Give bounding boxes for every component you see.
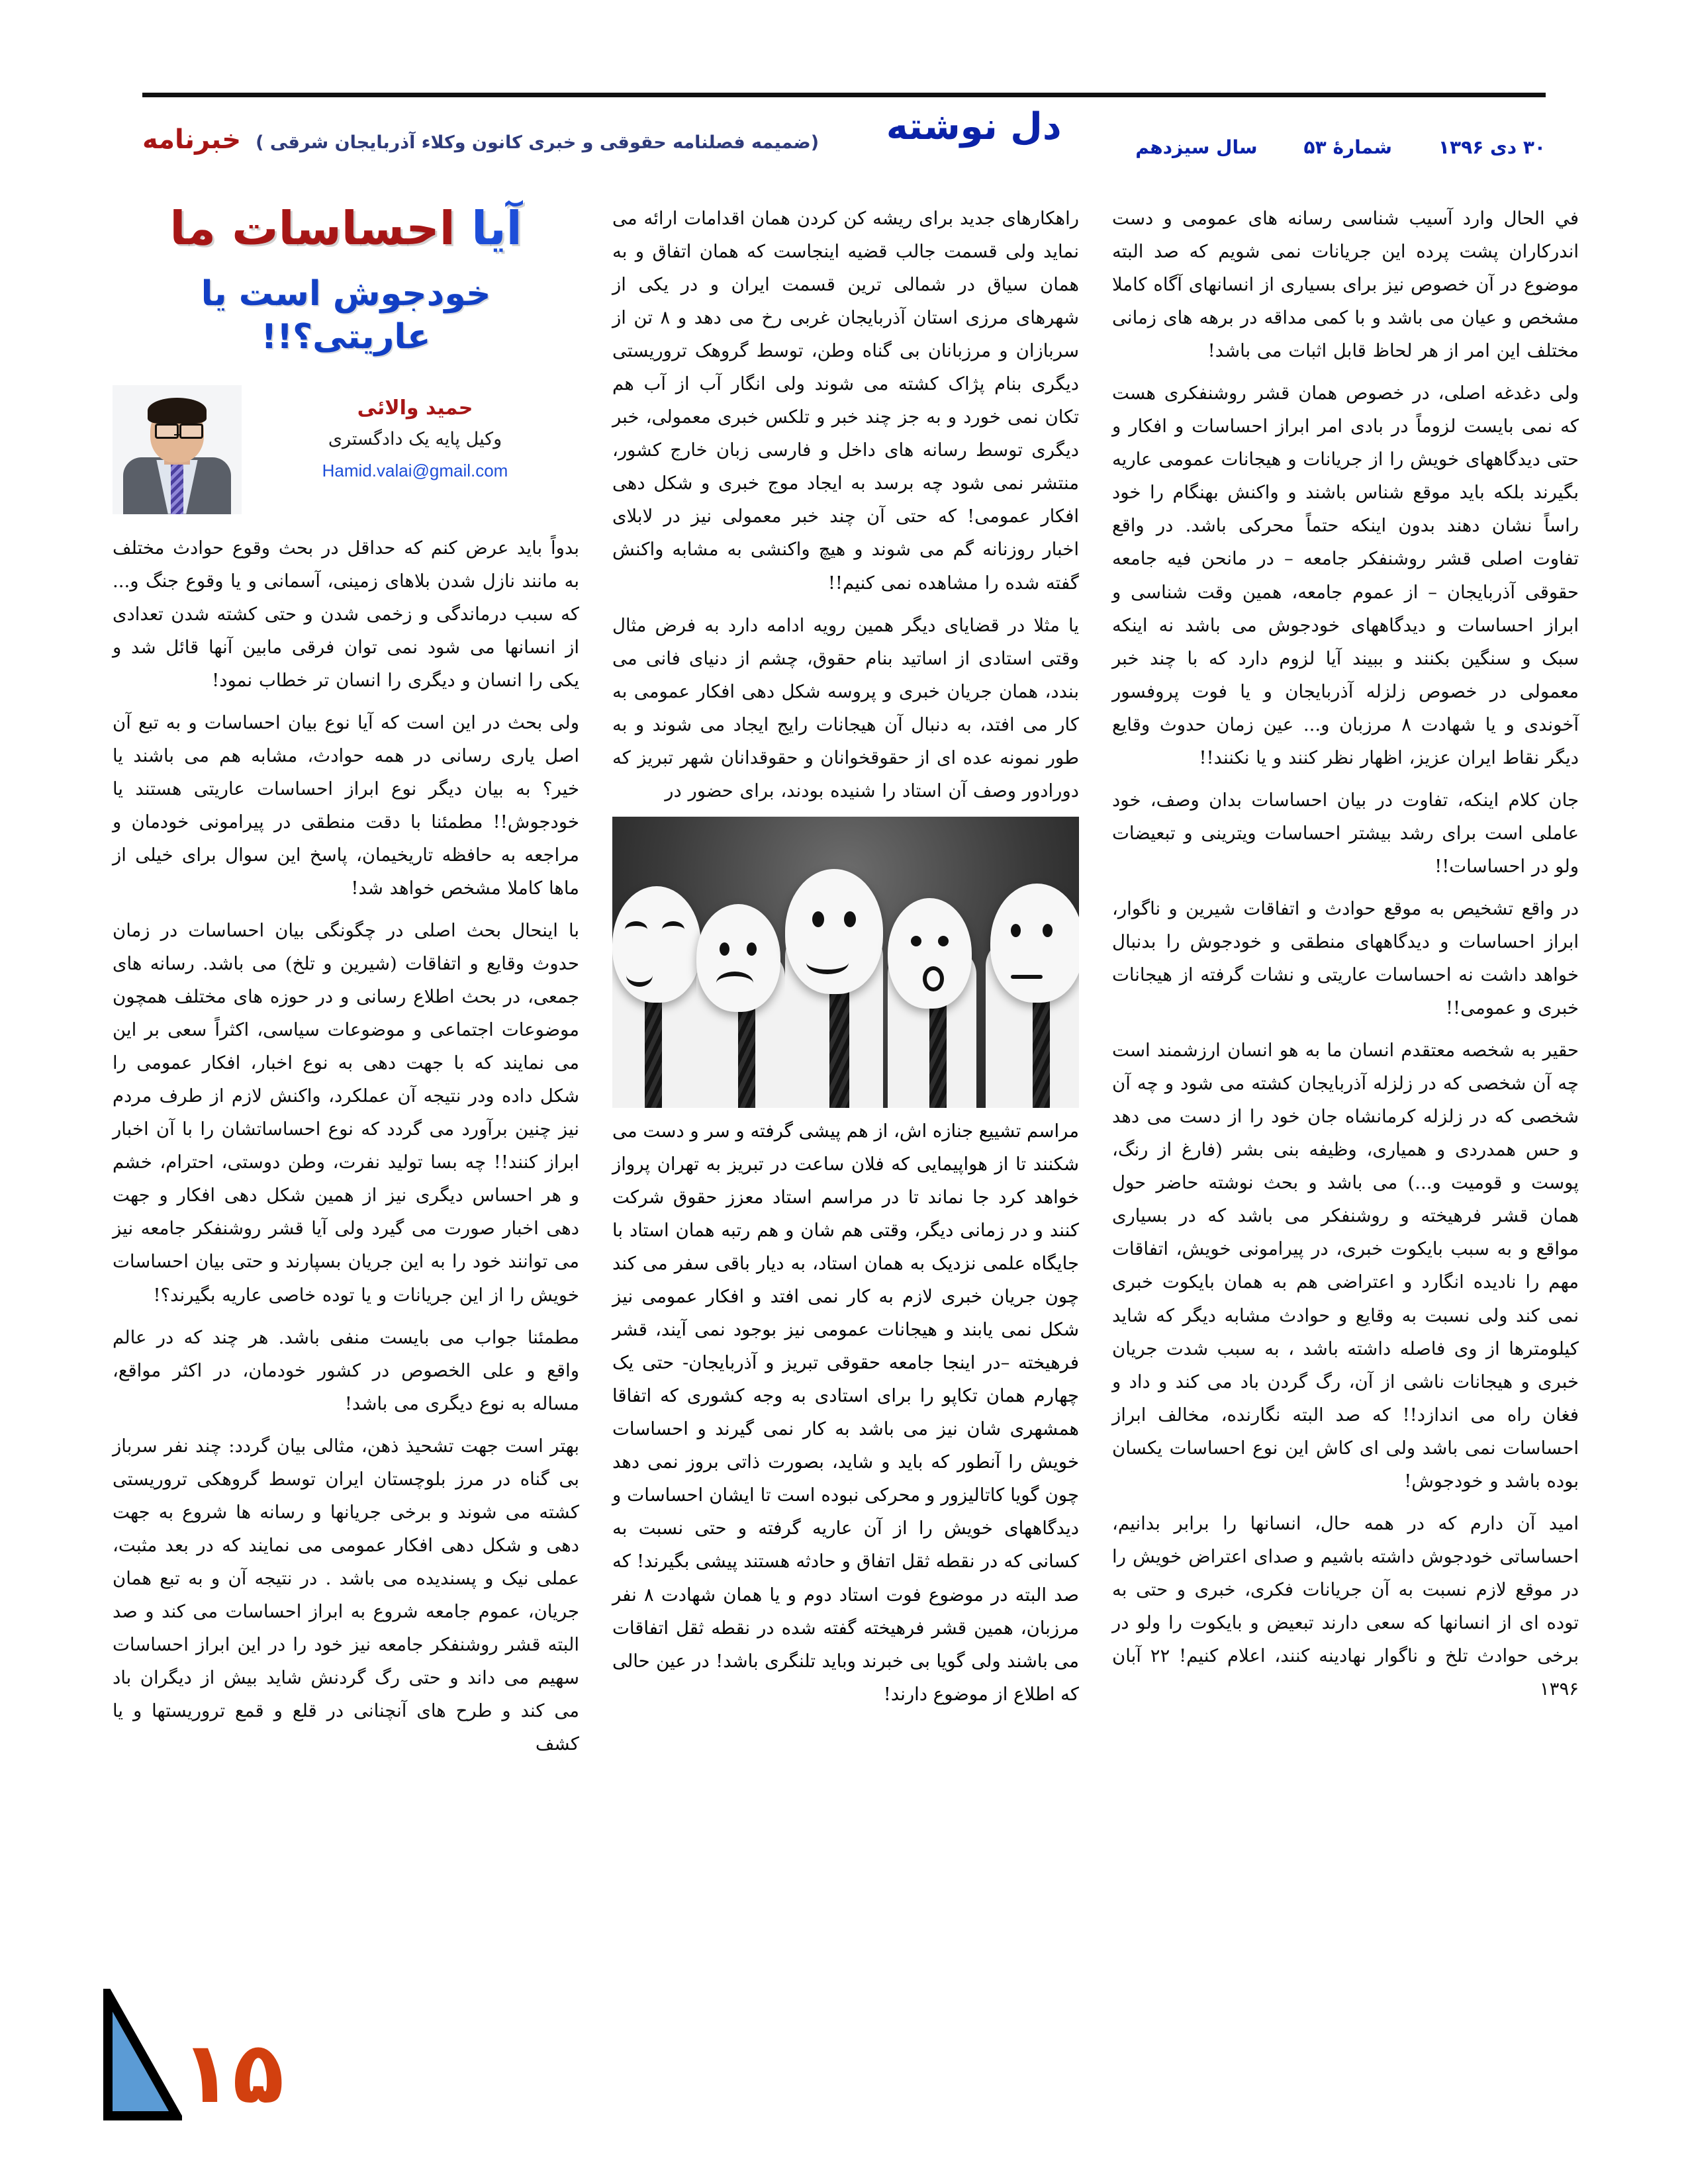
paragraph: في الحال وارد آسیب شناسی رسانه های عمومی و دست اندرکاران پشت پرده این جریانات نمی شویم که صد البته موضوع در آن خصوص نیز برای بسیاری از انسانهای آگاه کاملا مشخص و عیان می باشد و با کمی مداقه در برهه های زمانی مختلف این امر از هر لحاظ قابل اثبات می باشد! — [1112, 208, 1579, 362]
mask-wink — [612, 886, 701, 1003]
column-right — [113, 202, 579, 2101]
column-right-body — [113, 531, 579, 1761]
paragraph: با اینحال بحث اصلی در چگونگی بیان احساسات در زمان حدوث وقایع و اتفاقات (شیرین و تلخ) می باشد. رسانه های جمعی، در بحث اطلاع رسانی و در حوزه های مختلف همچون موضوعات اجتماعی و موضوعات سیاسی، اکثراً سعی بر این می نمایند که با جهت دهی به نوع اخبار، افکار عمومی را شکل داده ودر نتیجه آن عملکرد، واکنش لازم از طرف مردم نیز چنین برآورد می گردد که نوع احساساتشان را با آن اخبار ابراز کنند!! چه بسا تولید نفرت، وطن دوستی، احترام، خشم و هر احساس دیگری نیز از همین شکل دهی افکار و جهت دهی اخبار صورت می گیرد ولی آیا قشر روشنفکر جامعه نیز می توانند خود را به این جریان بسپارند و حتی بیان احساسات خویش را از این جریانات و یا توده خاصی عاریه بگیرند؟! — [113, 920, 579, 1306]
author-role: وکیل پایه یک دادگستری — [328, 428, 502, 449]
article-photo-block — [612, 817, 1079, 1108]
masthead-brand-group — [142, 107, 819, 155]
paragraph: بهتر است جهت تشحیذ ذهن، مثالی بیان گردد: چند نفر سرباز بی گناه در مرز بلوچستان ایران توسط گروهکی تروریستی کشته می شوند و برخی جریانها و رسانه ها شروع به جهت دهی و شکل دهی افکار عمومی می نمایند که در بعد مثبت، عملی نیک و پسندیده می باشد . در نتیجه آن و به تبع همان جریان، عموم جامعه شروع به ابراز احساسات می کند و صد البته قشر روشنفکر جامعه نیز خود را در این ابراز احساسات سهیم می داند و حتی رگ گردنش شاید بیش از دیگران باد می کند و طرح های آنچنانی در قلع و قمع تروریستها و یا کشف — [113, 1435, 579, 1755]
masthead — [142, 93, 1546, 192]
column-middle-body-top — [612, 202, 1079, 807]
paragraph: یا مثلا در قضایای دیگر همین رویه ادامه دارد به فرض مثال وقتی استادی از اساتید بنام حقوق، چشم از دنیای فانی می بندد، همان جریان خبری و پروسه شکل دهی افکار عمومی به کار می افتد، به دنبال آن هیجانات رایج ایجاد می شوند و به طور نمونه عده ای از حقوقخوانان و حقوقدانان شهر تبریز که دورادور وصف آن استاد را شنیده بودند، برای حضور در — [612, 614, 1079, 801]
author-byline — [113, 385, 579, 514]
column-left — [1112, 202, 1579, 2101]
article-headline — [113, 202, 579, 359]
mask-happy — [785, 869, 883, 994]
mask-neutral — [990, 884, 1079, 1003]
masthead-title-group — [886, 107, 1062, 146]
headline-word-aya: آیا — [471, 201, 522, 255]
mask-surprised — [888, 898, 972, 1009]
mask-sad — [696, 904, 780, 1012]
publication-title: دل نوشته — [886, 105, 1062, 148]
paragraph: راهکارهای جدید برای ریشه کن کردن همان اقدامات ارائه می نماید ولی قسمت جالب قضیه اینجاست که همان اتفاق و به همان سیاق در شمالی ترین قسمت ایران و در یکی از شهرهای مرزی استان آذربایجان غربی رخ می دهد و ۸ تن از سربازان و مرزبانان بی گناه وطن، توسط گروهک تروریستی دیگری بنام پژاک کشته می شوند ولی انگار آب از آب هم تکان نمی خورد و به جز چند خبر و تلکس خبری معمولی، خبر دیگری توسط رسانه های داخل و فارسی زبان خارج کشور، منتشر نمی شود چه برسد به ایجاد موج خبری و شکل دهی افکار عمومی! که حتی آن چند خبر معمولی نیز در لابلای اخبار روزنانه گم می شوند و هیچ واکنشی به مشابه واکنش گفته شده را مشاهده نمی کنیم!! — [612, 208, 1079, 594]
article-columns — [113, 202, 1579, 2101]
headline-line-1 — [113, 202, 579, 255]
masthead-brand-subtitle: (ضمیمه فصلنامه حقوقی و خبری کانون وکلاء آذربایجان شرقی ) — [256, 132, 820, 153]
paragraph: در واقع تشخیص به موقع حوادث و اتفاقات شیرین و ناگوار، ابراز احساسات و دیدگاههای منطقی و خودجوش را بدنبال خواهد داشت نه احساسات عاریتی و نشات گرفته از هیجانات خبری و عمومی!! — [1112, 897, 1579, 1019]
masthead-date: ۳۰ دی ۱۳۹۶ — [1438, 136, 1546, 158]
paragraph: مطمئنا جواب می بایست منفی باشد. هر چند که در عالم واقع و علی الخصوص در کشور خودمان، در اکثر مواقع، مساله به نوع دیگری می باشد! — [113, 1326, 579, 1414]
triangle-icon — [103, 1989, 182, 2121]
headline-line-2: خودجوش است یا عاریتی؟!! — [201, 273, 491, 357]
page-number: ۱۵ — [181, 2024, 285, 2122]
paragraph: امید آن دارم که در همه حال، انسانها را برابر بدانیم، احساساتی خودجوش داشته باشیم و صدای اعتراض خویش را در موقع لازم نسبت به آن جریانات فکری، خبری و حتی به توده ای از انسانها که سعی دارند تبعیض و بایکوت را ولو در برخی حوادث تلخ و ناگوار نهادینه کنند، اعلام کنیم! ۲۲ آبان ۱۳۹۶ — [1112, 1512, 1579, 1700]
masthead-year: سال سیزدهم — [1135, 136, 1258, 158]
page-number-marker — [103, 1969, 321, 2121]
author-email-link[interactable]: Hamid.valai@gmail.com — [322, 461, 508, 480]
headline-word-ehsasat-ma: احساسات ما — [169, 201, 455, 255]
paragraph: بدواً باید عرض کنم که حداقل در بحث وقوع حوادث مختلف به مانند نازل شدن بلاهای زمینی، آسمانی و یا وقوع جنگ و... که سبب درماندگی و زخمی شدن و حتی کشته شدن تعدادی از انسانها می شود نمی توان فرقی مابین آنها قائل شد و یکی را انسان و دیگری را انسان تر خطاب نمود! — [113, 537, 579, 691]
author-photo — [113, 385, 242, 514]
emoji-masks-photo — [612, 817, 1079, 1108]
paragraph: ولی بحث در این است که آیا نوع بیان احساسات و به تبع آن اصل یاری رسانی در همه حوادث، مشابه هم می باشند یا خیر؟ به بیان دیگر نوع ابراز احساسات عاریتی هستند یا خودجوش!! مطمئنا با دقت منطقی در پیرامونی خودمان و مراجعه به حافظه تاریخیمان، پاسخ این سوال برای خیلی از ماها کاملا مشخص خواهد شد! — [113, 711, 579, 899]
paragraph: حقیر به شخصه معتقدم انسان ما به هو انسان ارزشمند است چه آن شخصی که در زلزله آذربایجان کشته می شود و چه آن شخصی که در زلزله کرمانشاه جان خود را از دست می دهد و حس همدردی و همیاری، وظیفه بنی بشر (فارغ از رنگ، پوست و قومیت و...) می باشد و بحث نوشته حاضر حول همان قشر فرهیخته و روشنفکر می باشد که در بسیاری مواقع و به سبب بایکوت خبری، در پیرامونی خویش، اتفاقات مهم را نادیده انگارد و اعتراضی هم به همان بایکوت خبری نمی کند ولی نسبت به وقایع و حوادث مشابه دیگر که شاید کیلومترها از وی فاصله داشته باشد ، به سبب شدت جریان خبری و هیجانات ناشی از آن، رگ گردن باد می کند و داد و فغان راه می اندازد!! که صد البته نگارنده، مخالف ابراز احساسات نمی باشد ولی ای کاش این نوع احساسات یکسان بوده باشد و خودجوش! — [1112, 1040, 1579, 1492]
column-left-body — [1112, 202, 1579, 1706]
photo-caption: مراسم تشییع جنازه اش، از هم پیشی گرفته و سر و دست می شکنند تا از هواپیمایی که فلان ساعت در تبریز به تهران پرواز خواهد کرد جا نماند تا در مراسم استاد معزز حقوق شرکت کنند و در زمانی دیگر، وقتی هم شان و هم رتبه همان استاد با جایگاه علمی نزدیک به همان استاد، به دیار باقی سفر می کند چون جریان خبری لازم به کار نمی افتد و افکار عمومی نیز شکل نمی یابند و هیجانات عمومی نیز بوجود نمی آیند، قشر فرهیخته –در اینجا جامعه حقوقی تبریز و آذربایجان- حتی یک چهارم همان تکاپو را برای استادی به وجه کشوری که اتفاقا همشهری شان نیز می باشد به کار نمی گیرند و احساسات خویش را آنطور که باید و شاید، بصورت ذاتی بروز نمی دهد چون گویا کاتالیزور و محرکی نبوده است تا ایشان احساسات و دیدگاههای خویش را از آن عاریه گرفته و حتی نسبت به کسانی که در نقطه ثقل اتفاق و حادثه هستند پیشی بگیرند! که صد البته در موضوع فوت استاد دوم و یا همان شهادت ۸ نفر مرزبان، همین قشر فرهیخته گفته شده در نقطه ثقل اتفاقات می باشند ولی گویا بی خبرند وباید تلنگری باشد! در عین حالی که اطلاع از موضوع دارند! — [612, 1120, 1079, 1705]
paragraph: جان کلام اینکه، تفاوت در بیان احساسات بدان وصف، خود عاملی است برای رشد بیشتر احساسات ویترینی و تبعیضات ولو در احساسات!! — [1112, 789, 1579, 877]
author-name: حمید والائی — [357, 396, 473, 420]
masthead-rule — [142, 93, 1546, 97]
masthead-meta-group — [1129, 107, 1546, 158]
masthead-brand: خبرنامه — [142, 124, 242, 155]
paragraph: ولی دغدغه اصلی، در خصوص همان قشر روشنفکری هست که نمی بایست لزوماً در بادی امر ابراز احساسات و افکار و حتی دیدگاههای خویش را از جریانات و هیجانات عمومی عاریه بگیرند بلکه باید موقع شناس باشند و واکنش بهنگام را خود راساً نشان دهند بدون اینکه حتماً محرکی باشد. در واقع تفاوت اصلی قشر روشنفکر جامعه – در مانحن فیه جامعه حقوقی آذربایجان – از عموم جامعه، همین وقت شناسی و ابراز احساسات و دیدگاههای خودجوش می باشد نه اینکه سبک و سنگین بکنند و ببیند آیا لزوم دارد که با چند خبر معمولی در خصوص زلزله آذربایجان و یا فوت پروفسور آخوندی و یا شهادت ۸ مرزبان و... عین زمان حدوث وقایع دیگر نقاط ایران عزیز، اظهار نظر کنند و یا نکنند!! — [1112, 383, 1579, 768]
masthead-issue: شمارهٔ ۵۳ — [1303, 136, 1392, 158]
column-middle — [612, 202, 1079, 2101]
